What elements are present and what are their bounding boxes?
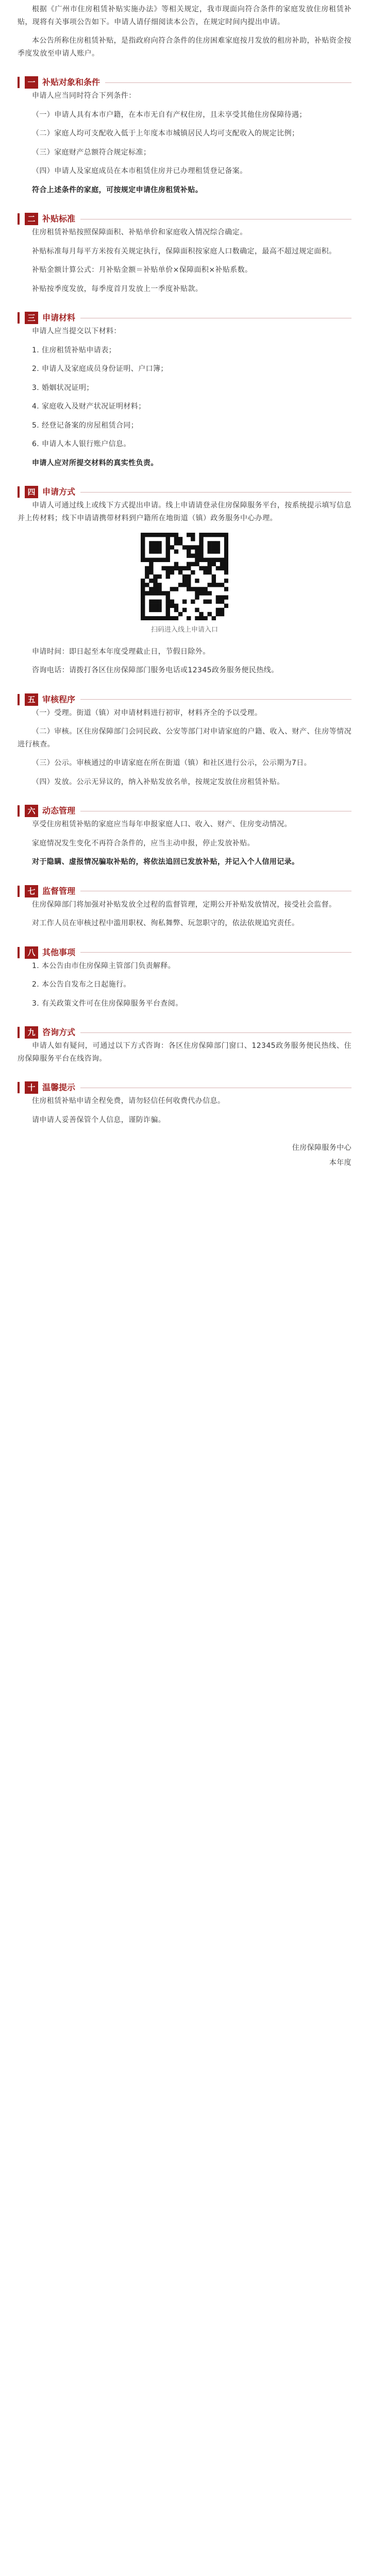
- section-bar: [18, 947, 20, 958]
- section-bar: [18, 77, 20, 88]
- section-number: 一: [25, 76, 38, 89]
- section-header: [18, 884, 351, 899]
- paragraph: 补贴标准每月每平方米按有关规定执行，保障面积按家庭人口数确定，最高不超过规定面积。: [32, 247, 337, 256]
- section-header: [18, 1080, 351, 1095]
- section: [18, 1080, 351, 1126]
- section-title: 其他事项: [42, 947, 76, 957]
- section-title: 动态管理: [42, 806, 76, 816]
- paragraph: 3. 婚姻状况证明；: [32, 383, 94, 392]
- section-number: 四: [25, 486, 38, 498]
- paragraph: （二）审核。区住房保障部门会同民政、公安等部门对申请家庭的户籍、收入、财产、住房等情况进行核查。: [18, 727, 351, 749]
- section-divider: [80, 952, 351, 953]
- paragraph: 补贴按季度发放，每季度首月发放上一季度补贴款。: [32, 284, 203, 293]
- sections: [18, 75, 351, 1126]
- section-number: 十: [25, 1081, 38, 1094]
- section-title: 申请方式: [42, 487, 76, 497]
- paragraph: 申请人可通过线上或线下方式提出申请。线上申请请登录住房保障服务平台，按系统提示填写信息并上传材料；线下申请请携带材料到户籍所在地街道（镇）政务服务中心办理。: [18, 501, 351, 522]
- paragraph: 6. 申请人本人银行账户信息。: [32, 440, 131, 448]
- paragraph: 申请人应当同时符合下列条件：: [32, 92, 136, 100]
- section-bar: [18, 1082, 20, 1093]
- paragraph: 住房保障部门将加强对补贴发放全过程的监督管理，定期公开补贴发放情况，接受社会监督。: [32, 900, 337, 909]
- qr-block: [18, 533, 351, 636]
- paragraph: 申请人应当提交以下材料：: [32, 327, 121, 335]
- signature-block: [18, 1142, 351, 1169]
- section: [18, 884, 351, 930]
- paragraph: 2. 本公告自发布之日起施行。: [32, 980, 131, 989]
- section-header: [18, 945, 351, 960]
- section-number: 三: [25, 312, 38, 324]
- section-number: 二: [25, 213, 38, 225]
- paragraph: （三）公示。审核通过的申请家庭在所在街道（镇）和社区进行公示，公示期为7日。: [32, 759, 312, 768]
- paragraph: 1. 本公告由市住房保障主管部门负责解释。: [32, 961, 176, 970]
- section-title: 审核程序: [42, 694, 76, 704]
- section-bar: [18, 694, 20, 705]
- intro: [18, 3, 351, 60]
- paragraph: 住房租赁补贴申请全程免费，请勿轻信任何收费代办信息。: [32, 1097, 225, 1106]
- section-bar: [18, 312, 20, 324]
- paragraph: 请申请人妥善保管个人信息，谨防诈骗。: [32, 1115, 166, 1124]
- section-bar: [18, 1027, 20, 1038]
- section: [18, 212, 351, 295]
- paragraph: （一）申请人具有本市户籍，在本市无自有产权住房，且未享受其他住房保障待遇；: [32, 110, 307, 119]
- qr-caption: 扫码进入线上申请入口: [150, 626, 218, 634]
- paragraph: （四）申请人及家庭成员在本市租赁住房并已办理租赁登记备案。: [32, 167, 247, 175]
- section-divider: [80, 699, 351, 700]
- paragraph: 对于隐瞒、虚报情况骗取补贴的，将依法追回已发放补贴，并记入个人信用记录。: [32, 858, 299, 867]
- section-title: 补贴标准: [42, 214, 76, 224]
- section-title: 温馨提示: [42, 1082, 76, 1093]
- section-number: 九: [25, 1026, 38, 1039]
- section-number: 八: [25, 946, 38, 959]
- intro-paragraph: 根据《广州市住房租赁补贴实施办法》等相关规定，我市现面向符合条件的家庭发放住房租赁补贴，现将有关事项公告如下。申请人请仔细阅读本公告，在规定时间内提出申请。: [18, 5, 351, 26]
- section-title: 补贴对象和条件: [42, 77, 100, 87]
- paragraph: 申请人如有疑问，可通过以下方式咨询：各区住房保障部门窗口、12345政务服务便民热线、住房保障服务平台在线咨询。: [18, 1042, 351, 1063]
- paragraph: 符合上述条件的家庭，可按规定申请住房租赁补贴。: [32, 185, 203, 194]
- section-title: 申请材料: [42, 313, 76, 323]
- paragraph: （二）家庭人均可支配收入低于上年度本市城镇居民人均可支配收入的规定比例；: [32, 129, 299, 138]
- section-header: [18, 692, 351, 707]
- paragraph: 申请时间：即日起至本年度受理截止日，节假日除外。: [32, 647, 210, 656]
- section-divider: [80, 492, 351, 493]
- paragraph: 1. 住房租赁补贴申请表；: [32, 346, 116, 354]
- document-body: [18, 3, 351, 1169]
- page: [0, 0, 369, 1169]
- paragraph: 住房租赁补贴按照保障面积、补贴单价和家庭收入情况综合确定。: [32, 228, 247, 236]
- paragraph: 咨询电话：请拨打各区住房保障部门服务电话或12345政务服务便民热线。: [32, 666, 279, 675]
- section-divider: [80, 1032, 351, 1033]
- paragraph: （三）家庭财产总额符合规定标准；: [32, 148, 151, 157]
- section-header: [18, 75, 351, 90]
- section-bar: [18, 886, 20, 897]
- paragraph: （四）发放。公示无异议的，纳入补贴发放名单，按规定发放住房租赁补贴。: [32, 777, 284, 786]
- section: [18, 311, 351, 469]
- paragraph: 家庭情况发生变化不再符合条件的，应当主动申报，停止发放补贴。: [32, 839, 255, 848]
- section-bar: [18, 213, 20, 225]
- paragraph: 3. 有关政策文件可在住房保障服务平台查阅。: [32, 999, 183, 1008]
- section: [18, 804, 351, 869]
- section-title: 监督管理: [42, 886, 76, 896]
- paragraph: 补贴金额计算公式：月补贴金额＝补贴单价×保障面积×补贴系数。: [32, 266, 253, 274]
- qr-code-icon[interactable]: [141, 533, 228, 620]
- section-divider: [105, 82, 351, 83]
- section-header: [18, 485, 351, 499]
- paragraph: 5. 经登记备案的房屋租赁合同；: [32, 421, 139, 430]
- signature-org: 住房保障服务中心: [292, 1144, 351, 1153]
- paragraph: （一）受理。街道（镇）对申请材料进行初审，材料齐全的予以受理。: [32, 708, 262, 717]
- section-header: [18, 1025, 351, 1040]
- intro-paragraph: 本公告所称住房租赁补贴，是指政府向符合条件的住房困难家庭按月发放的租房补助，补贴资金按季度发放至申请人账户。: [18, 37, 351, 58]
- paragraph: 2. 申请人及家庭成员身份证明、户口簿；: [32, 365, 168, 373]
- paragraph: 对工作人员在审核过程中滥用职权、徇私舞弊、玩忽职守的，依法依规追究责任。: [32, 919, 299, 928]
- signature-date: 本年度: [329, 1158, 351, 1167]
- section: [18, 1025, 351, 1065]
- section-header: [18, 311, 351, 325]
- section: [18, 75, 351, 196]
- section-header: [18, 804, 351, 818]
- section-bar: [18, 805, 20, 817]
- section-number: 六: [25, 805, 38, 817]
- section-header: [18, 212, 351, 226]
- section: [18, 945, 351, 1010]
- section-number: 五: [25, 693, 38, 706]
- paragraph: 4. 家庭收入及财产状况证明材料；: [32, 402, 146, 411]
- section-number: 七: [25, 885, 38, 897]
- section: [18, 485, 351, 677]
- section-bar: [18, 486, 20, 498]
- paragraph: 申请人应对所提交材料的真实性负责。: [32, 459, 158, 467]
- section: [18, 692, 351, 789]
- section-title: 咨询方式: [42, 1027, 76, 1038]
- paragraph: 享受住房租赁补贴的家庭应当每年申报家庭人口、收入、财产、住房变动情况。: [32, 820, 292, 829]
